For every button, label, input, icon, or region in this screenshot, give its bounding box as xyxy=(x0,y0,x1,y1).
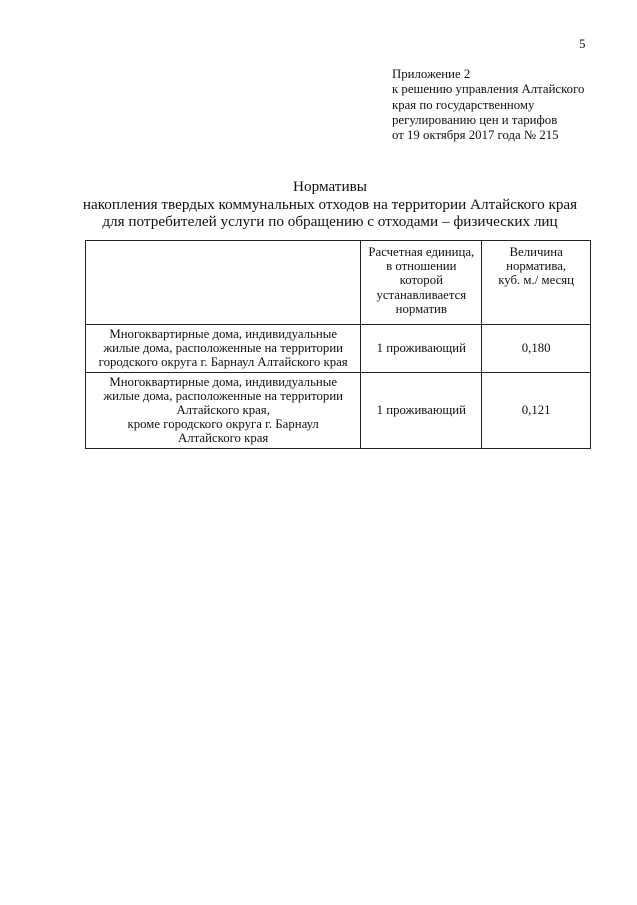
category-line: жилые дома, расположенные на территории xyxy=(103,388,344,403)
category-line: городского округа г. Барнаул Алтайского края xyxy=(98,355,348,370)
header-value-line: Величина xyxy=(509,245,563,259)
value-cell: 0,180 xyxy=(482,325,591,373)
page-number: 5 xyxy=(579,36,586,51)
norms-table xyxy=(85,240,591,449)
title-main: Нормативы xyxy=(293,178,367,195)
document-title xyxy=(60,178,600,231)
category-cell xyxy=(86,372,361,448)
header-value-line: норматива, xyxy=(506,259,567,274)
category-line: Алтайского края, xyxy=(176,403,270,418)
title-line: для потребителей услуги по обращению с отходами – физических лиц xyxy=(102,213,558,231)
title-line: накопления твердых коммунальных отходов на территории Алтайского края xyxy=(82,195,578,213)
category-line: Алтайского края xyxy=(178,431,269,446)
header-category-cell xyxy=(86,241,361,325)
unit-cell: 1 проживающий xyxy=(361,325,482,373)
category-line: Многоквартирные дома, индивидуальные xyxy=(109,374,338,389)
annex-line: Приложение 2 xyxy=(392,67,471,81)
header-value-cell xyxy=(482,241,591,325)
annex-line: края по государственному xyxy=(392,97,535,112)
category-line: кроме городского округа г. Барнаул xyxy=(127,417,319,432)
header-value-line: куб. м./ месяц xyxy=(498,273,574,288)
header-unit-line: Расчетная единица, xyxy=(368,245,475,259)
annex-line: регулированию цен и тарифов xyxy=(392,112,558,127)
category-line: жилые дома, расположенные на территории xyxy=(103,341,344,356)
annex-line: от 19 октября 2017 года № 215 xyxy=(392,128,559,143)
value-cell: 0,121 xyxy=(482,372,591,448)
header-unit-line: которой xyxy=(399,273,443,288)
table-header-row xyxy=(86,241,591,325)
category-line: Многоквартирные дома, индивидуальные xyxy=(109,327,338,341)
annex-reference xyxy=(392,67,624,143)
header-unit-line: в отношении xyxy=(386,259,457,274)
header-unit-line: норматив xyxy=(395,301,447,316)
unit-cell: 1 проживающий xyxy=(361,372,482,448)
header-unit-cell xyxy=(361,241,482,325)
table-row xyxy=(86,372,591,448)
annex-line: к решению управления Алтайского xyxy=(392,82,585,97)
category-cell xyxy=(86,325,361,373)
header-unit-line: устанавливается xyxy=(376,287,467,302)
table-row xyxy=(86,325,591,373)
